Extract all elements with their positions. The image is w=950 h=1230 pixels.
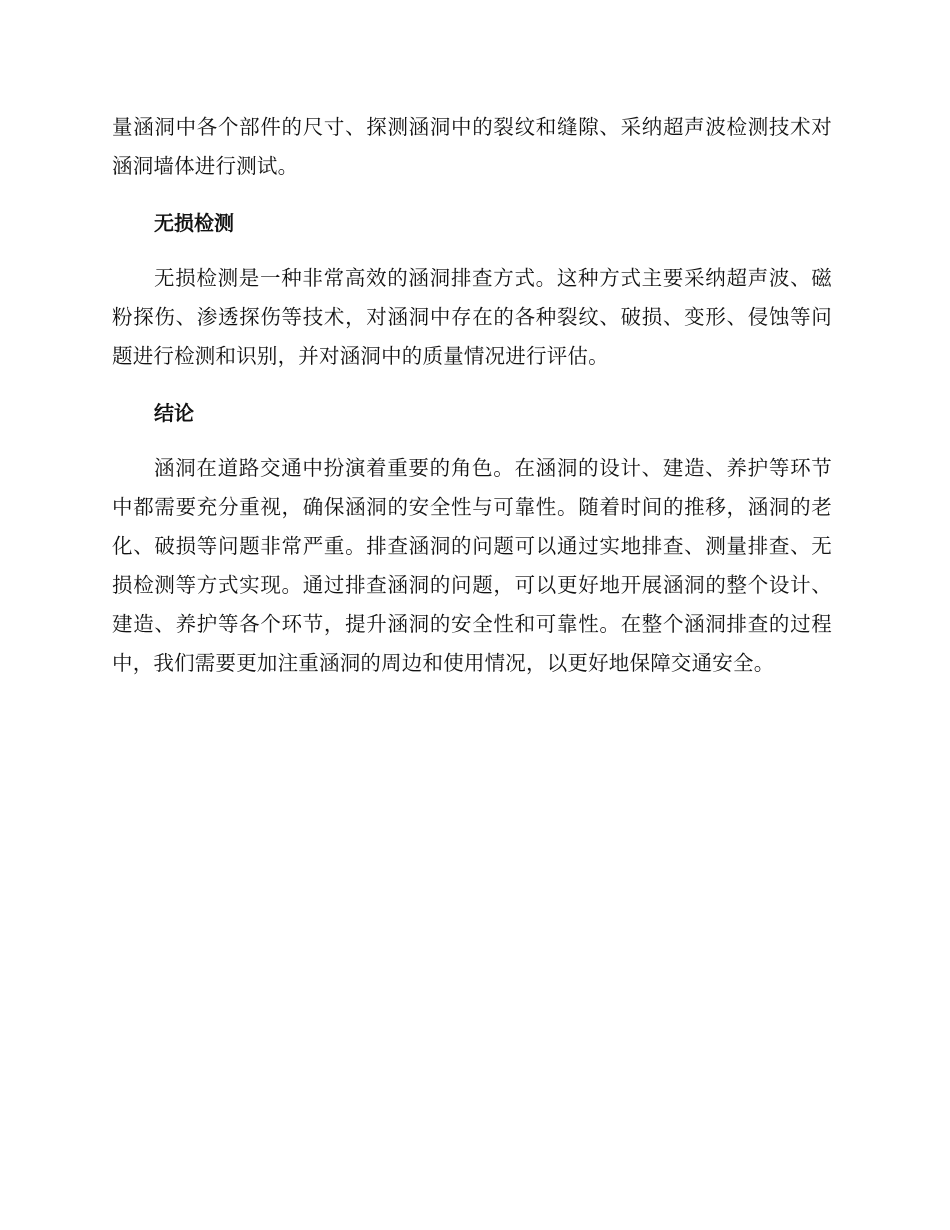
continued-paragraph: 量涵洞中各个部件的尺寸、探测涵洞中的裂纹和缝隙、采纳超声波检测技术对涵洞墙体进行测试。 [112,115,832,178]
spacer [112,433,832,449]
nondestructive-testing-paragraph: 无损检测是一种非常高效的涵洞排查方式。这种方式主要采纳超声波、磁粉探伤、渗透探伤等技术，对涵洞中存在的各种裂纹、破损、变形、侵蚀等问题进行检测和识别，并对涵洞中的质量情况进行评估。 [112,266,832,368]
section-heading-nondestructive-testing: 无损检测 [154,211,234,235]
document-page [112,108,832,683]
spacer [112,376,832,394]
conclusion-paragraph: 涵洞在道路交通中扮演着重要的角色。在涵洞的设计、建造、养护等环节中都需要充分重视，确保涵洞的安全性与可靠性。随着时间的推移，涵洞的老化、破损等问题非常严重。排查涵洞的问题可以通过实地排查、测量排查、无损检测等方式实现。通过排查涵洞的问题，可以更好地开展涵洞的整个设计、建造、养护等各个环节，提升涵洞的安全性和可靠性。在整个涵洞排查的过程中，我们需要更加注重涵洞的周边和使用情况，以更好地保障交通安全。 [112,456,832,675]
section-heading-conclusion: 结论 [154,401,194,425]
spacer [112,186,832,204]
spacer [112,243,832,259]
